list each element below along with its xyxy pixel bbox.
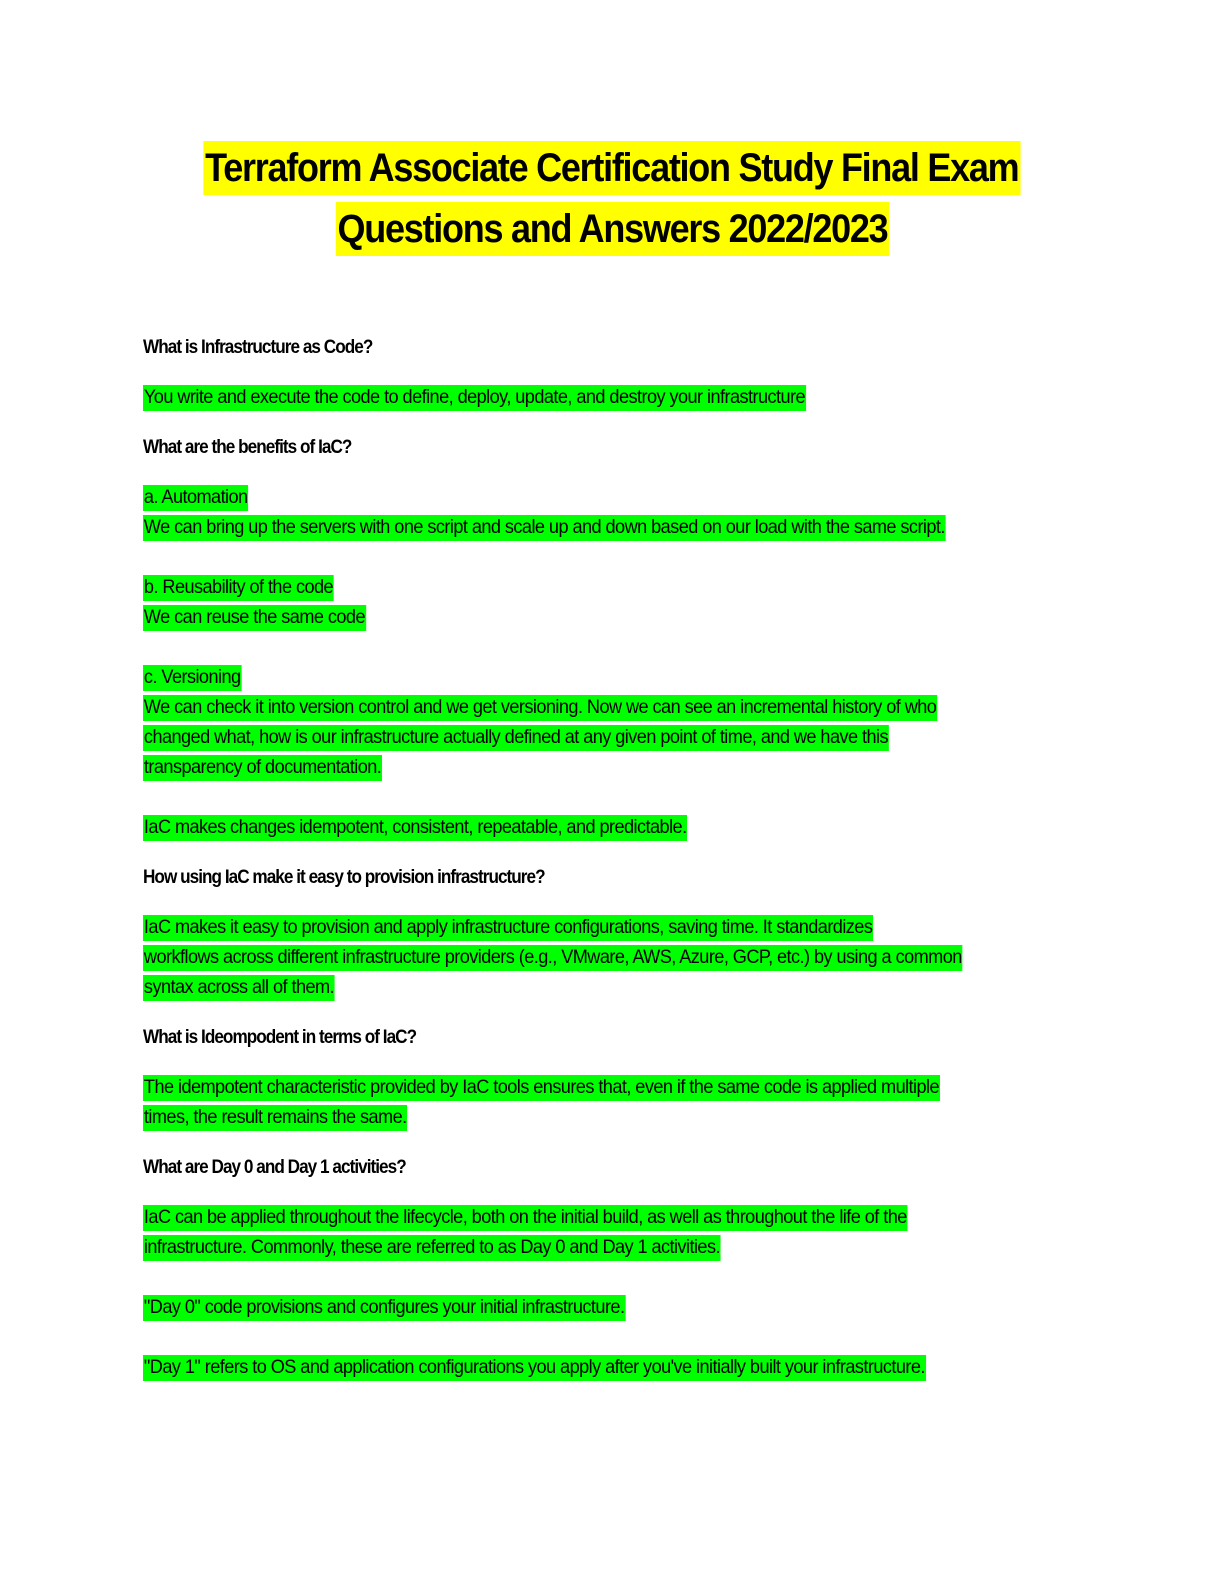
- answer-text: "Day 1" refers to OS and application configurations you apply after you've initially built your infrastructure.: [143, 1355, 926, 1381]
- question-text: What is Infrastructure as Code?: [143, 336, 373, 358]
- answer-text: a. Automation: [143, 485, 249, 511]
- answer-line: [143, 915, 928, 941]
- answer-line: [143, 815, 728, 841]
- question-line: [143, 1155, 442, 1179]
- question-line: [143, 865, 599, 889]
- answer-line: [143, 1235, 764, 1261]
- answer-line: [143, 1205, 965, 1231]
- answer-text: workflows across different infrastructure providers (e.g., VMware, AWS, Azure, GCP, etc.) by using a common: [143, 945, 963, 971]
- answer-line: [143, 1105, 427, 1131]
- answer-line: [143, 1295, 662, 1321]
- answer-line: [143, 695, 997, 721]
- question-text: How using IaC make it easy to provision infrastructure?: [143, 866, 545, 888]
- question-text: What are Day 0 and Day 1 activities?: [143, 1156, 406, 1178]
- answer-line: [143, 485, 256, 511]
- answer-text: syntax across all of them.: [143, 975, 335, 1001]
- answer-text: We can bring up the servers with one script and scale up and down based on our load with the same script.: [143, 515, 946, 541]
- answer-text: "Day 0" code provisions and configures your initial infrastructure.: [143, 1295, 625, 1321]
- answer-text: You write and execute the code to define, deploy, update, and destroy your infrastructure: [143, 385, 806, 411]
- answer-text: We can check it into version control and we get versioning. Now we can see an incremental history of who: [143, 695, 937, 721]
- answer-line: [143, 515, 1006, 541]
- answer-text: transparency of documentation.: [143, 755, 382, 781]
- answer-line: [143, 1075, 1000, 1101]
- answer-text: IaC makes changes idempotent, consistent, repeatable, and predictable.: [143, 815, 687, 841]
- answer-text: IaC makes it easy to provision and apply infrastructure configurations, saving time. It standardizes: [143, 915, 873, 941]
- answer-line: [143, 385, 856, 411]
- answer-text: infrastructure. Commonly, these are referred to as Day 0 and Day 1 activities.: [143, 1235, 721, 1261]
- answer-text: b. Reusability of the code: [143, 575, 334, 601]
- document-title: [0, 141, 1224, 263]
- question-line: [143, 1025, 453, 1049]
- answer-text: times, the result remains the same.: [143, 1105, 408, 1131]
- answer-line: [143, 755, 400, 781]
- question-text: What are the benefits of IaC?: [143, 436, 352, 458]
- answer-line: [143, 945, 1024, 971]
- title-line-2: Questions and Answers 2022/2023: [335, 202, 888, 256]
- answer-line: [143, 605, 383, 631]
- question-text: What is Ideompodent in terms of IaC?: [143, 1026, 417, 1048]
- question-line: [143, 435, 380, 459]
- question-line: [143, 335, 404, 359]
- title-line-1: Terraform Associate Certification Study Final Exam: [204, 141, 1021, 195]
- answer-line: [143, 975, 349, 1001]
- answer-line: [143, 1355, 985, 1381]
- answer-line: [143, 575, 348, 601]
- answer-text: The idempotent characteristic provided by IaC tools ensures that, even if the same code is applied multiple: [143, 1075, 940, 1101]
- answer-line: [143, 665, 249, 691]
- answer-line: [143, 725, 945, 751]
- answer-text: changed what, how is our infrastructure actually defined at any given point of time, and we have this: [143, 725, 889, 751]
- answer-text: We can reuse the same code: [143, 605, 366, 631]
- answer-text: c. Versioning: [143, 665, 241, 691]
- answer-text: IaC can be applied throughout the lifecycle, both on the initial build, as well as throughout the life of the: [143, 1205, 908, 1231]
